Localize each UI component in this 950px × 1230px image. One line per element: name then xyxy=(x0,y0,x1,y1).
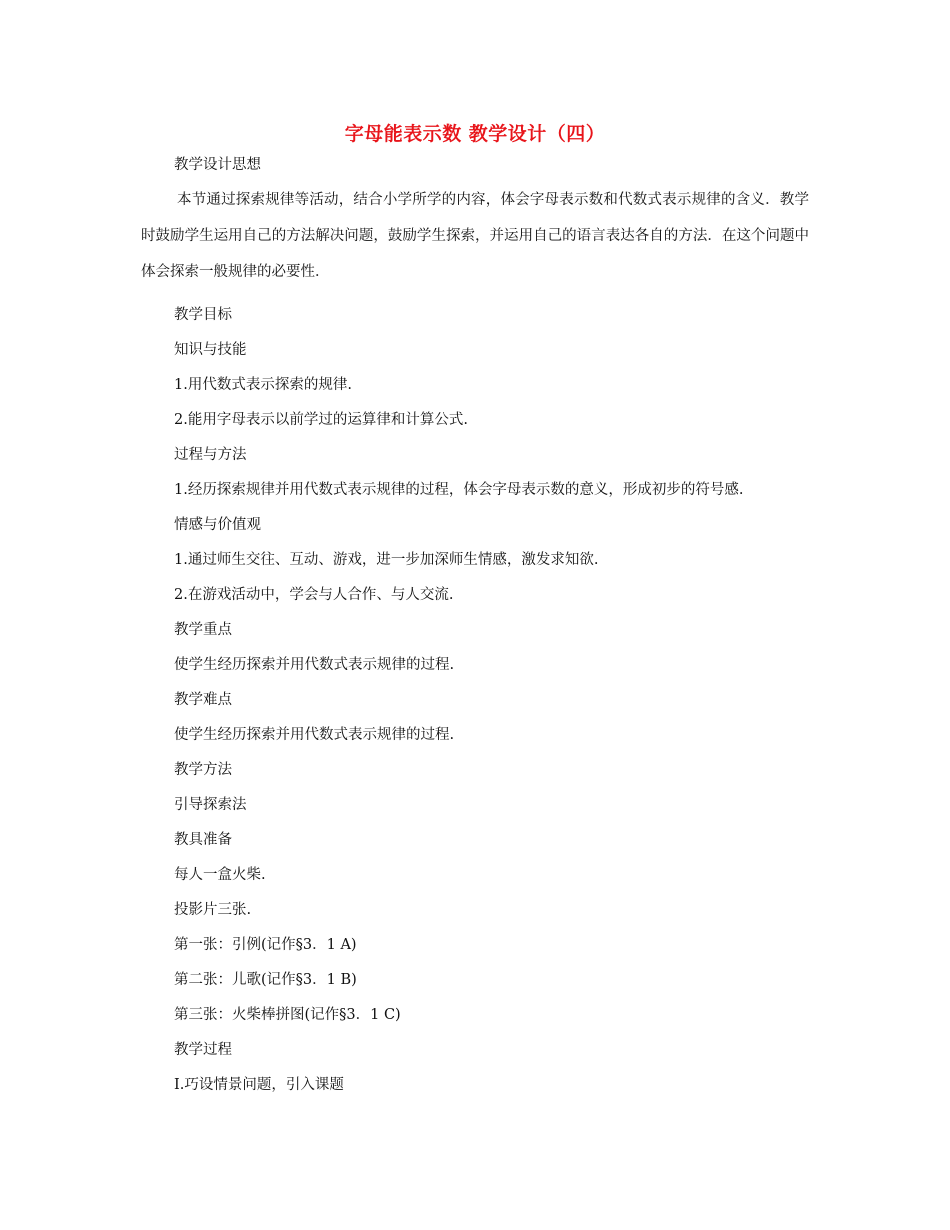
knowledge-item-2: 2.能用字母表示以前学过的运算律和计算公式. xyxy=(174,412,468,428)
heading-procedure: 教学过程 xyxy=(174,1042,232,1058)
subheading-process: 过程与方法 xyxy=(174,447,247,463)
emotion-item-1: 1.通过师生交往、互动、游戏，进一步加深师生情感，激发求知欲. xyxy=(174,552,599,568)
subheading-emotion: 情感与价值观 xyxy=(174,517,261,533)
emotion-item-2: 2.在游戏活动中，学会与人合作、与人交流. xyxy=(174,587,454,603)
heading-key-point: 教学重点 xyxy=(174,622,232,638)
slide-item-3: 第三张：火柴棒拼图(记作§3．1 C) xyxy=(174,1007,401,1023)
difficulty-text: 使学生经历探索并用代数式表示规律的过程. xyxy=(174,727,455,743)
method-text: 引导探索法 xyxy=(174,797,247,813)
slide-item-1: 第一张：引例(记作§3．1 A) xyxy=(174,937,357,953)
heading-goals: 教学目标 xyxy=(174,307,232,323)
process-item-1: 1.经历探索规律并用代数式表示规律的过程，体会字母表示数的意义，形成初步的符号感. xyxy=(174,482,744,498)
tools-item-2: 投影片三张. xyxy=(174,902,252,918)
procedure-item-1: Ⅰ.巧设情景问题，引入课题 xyxy=(174,1077,344,1093)
heading-design-thought: 教学设计思想 xyxy=(174,157,261,173)
knowledge-item-1: 1.用代数式表示探索的规律. xyxy=(174,377,352,393)
slide-item-2: 第二张：儿歌(记作§3．1 B) xyxy=(174,972,357,988)
heading-tools: 教具准备 xyxy=(174,832,232,848)
document-title: 字母能表示数 教学设计（四） xyxy=(344,123,606,145)
heading-method: 教学方法 xyxy=(174,762,232,778)
heading-difficulty: 教学难点 xyxy=(174,692,232,708)
key-point-text: 使学生经历探索并用代数式表示规律的过程. xyxy=(174,657,455,673)
subheading-knowledge: 知识与技能 xyxy=(174,342,247,358)
tools-item-1: 每人一盒火柴. xyxy=(174,867,266,883)
intro-paragraph: 本节通过探索规律等活动，结合小学所学的内容，体会字母表示数和代数式表示规律的含义．教学时鼓励学生运用自己的方法解决问题，鼓励学生探索，并运用自己的语言表达各自的方法．在这个问题中体会探索一般规律的必要性． xyxy=(141,192,809,280)
